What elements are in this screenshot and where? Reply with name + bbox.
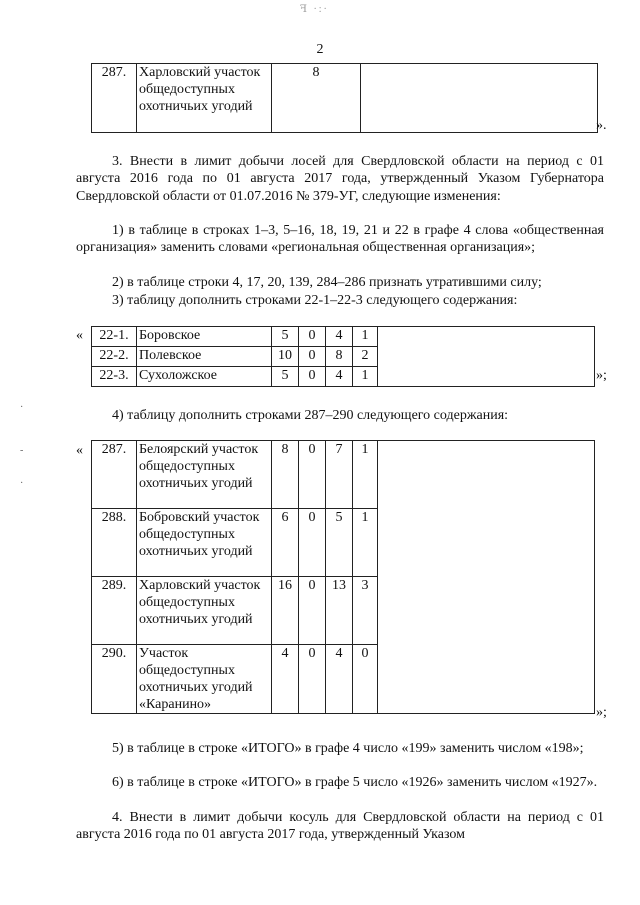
margin-mark: - [20, 445, 24, 456]
row-value: 1 [353, 367, 378, 387]
row-number: 22-2. [92, 347, 137, 367]
table-row [92, 441, 595, 509]
row-value: 4 [326, 367, 353, 387]
row-empty [378, 327, 595, 387]
row-name: Полевское [137, 347, 272, 367]
row-number: 289. [92, 577, 137, 645]
row-value-empty [361, 64, 598, 133]
margin-mark: · [20, 478, 24, 489]
row-name: Боровское [137, 327, 272, 347]
row-value: 1 [353, 509, 378, 577]
stamp-mark: ꟻ ·:· [300, 4, 329, 15]
row-value: 3 [353, 577, 378, 645]
table-row [92, 64, 598, 133]
row-value: 1 [353, 441, 378, 509]
paragraph-3-item-2: 2) в таблице строки 4, 17, 20, 139, 284–286 признать утратившими силу; [112, 275, 542, 290]
row-value: 0 [353, 645, 378, 714]
row-value: 1 [353, 327, 378, 347]
row-value: 4 [272, 645, 299, 714]
paragraph-item-6: 6) в таблице в строке «ИТОГО» в графе 5 число «1926» заменить числом «1927». [112, 775, 598, 790]
row-value: 8 [326, 347, 353, 367]
table-row [92, 327, 595, 347]
row-number: 287. [92, 441, 137, 509]
row-name: Белоярский участок общедоступных охотничьих угодий [137, 441, 272, 509]
row-value: 8 [272, 64, 361, 133]
row-value: 5 [272, 367, 299, 387]
row-value: 4 [326, 327, 353, 347]
row-value: 4 [326, 645, 353, 714]
margin-mark: · [20, 402, 24, 413]
row-number: 290. [92, 645, 137, 714]
row-number: 22-3. [92, 367, 137, 387]
row-value: 5 [272, 327, 299, 347]
row-number: 22-1. [92, 327, 137, 347]
row-value: 5 [326, 509, 353, 577]
row-value: 0 [299, 509, 326, 577]
paragraph-3-intro: 3. Внести в лимит добычи лосей для Свердловской области на период с 01 августа 2016 года по 01 августа 2017 года, утвержденный Указом Губернатора Свердловской области от 01.07.2016 № 379-УГ, следующие изменения: [76, 154, 604, 204]
row-name: Сухоложское [137, 367, 272, 387]
row-value: 6 [272, 509, 299, 577]
paragraph-3-item-1: 1) в таблице в строках 1–3, 5–16, 18, 19, 21 и 22 в графе 4 слова «общественная организация» заменить словами «региональная общественная организация»; [76, 223, 604, 256]
closing-quote: »; [596, 368, 607, 383]
table-bottom [91, 440, 595, 714]
table-top [91, 63, 598, 133]
table-mid [91, 326, 595, 387]
row-name: Харловский участок общедоступных охотничьих угодий [137, 577, 272, 645]
closing-quote: »; [596, 705, 607, 720]
row-name: Участок общедоступных охотничьих угодий «Каранино» [137, 645, 272, 714]
paragraph-item-5: 5) в таблице в строке «ИТОГО» в графе 4 число «199» заменить числом «198»; [112, 741, 584, 756]
paragraph-4: 4. Внести в лимит добычи косуль для Свердловской области на период с 01 августа 2016 года по 01 августа 2017 года, утвержденный Указом [76, 810, 604, 843]
row-value: 0 [299, 347, 326, 367]
row-name: Бобровский участок общедоступных охотничьих угодий [137, 509, 272, 577]
opening-quote: « [76, 443, 83, 458]
page-number: 2 [316, 42, 324, 57]
row-value: 16 [272, 577, 299, 645]
row-number: 287. [92, 64, 137, 133]
row-value: 0 [299, 327, 326, 347]
row-number: 288. [92, 509, 137, 577]
row-value: 0 [299, 441, 326, 509]
opening-quote: « [76, 328, 83, 343]
closing-quote: ». [596, 118, 607, 133]
row-value: 8 [272, 441, 299, 509]
row-empty [378, 441, 595, 714]
row-value: 0 [299, 645, 326, 714]
row-value: 13 [326, 577, 353, 645]
paragraph-item-4: 4) таблицу дополнить строками 287–290 следующего содержания: [112, 408, 509, 423]
row-value: 10 [272, 347, 299, 367]
row-value: 0 [299, 577, 326, 645]
row-value: 7 [326, 441, 353, 509]
paragraph-3-item-3: 3) таблицу дополнить строками 22-1–22-3 следующего содержания: [112, 293, 518, 308]
row-value: 2 [353, 347, 378, 367]
row-name: Харловский участок общедоступных охотничьих угодий [137, 64, 272, 133]
row-value: 0 [299, 367, 326, 387]
